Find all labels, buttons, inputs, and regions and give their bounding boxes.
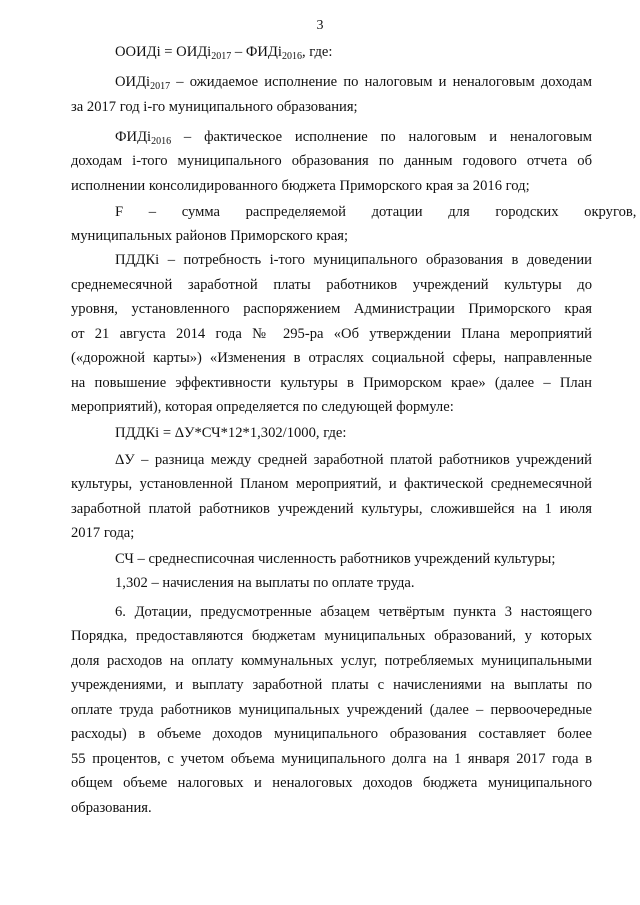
para6-line5: оплате труда работников муниципальных учреждений (далее – первоочередные <box>71 702 592 718</box>
def-du-line4: 2017 года; <box>71 525 135 541</box>
def-pddk-line3: уровня, установленного распоряжением Администрации Приморского края <box>71 301 592 317</box>
para6-line3: доля расходов на оплату коммунальных услуг, потребляемых муниципальными <box>71 653 592 669</box>
definition-text: – фактическое исполнение по налоговым и неналоговым <box>171 129 592 145</box>
subscript: 2017 <box>211 51 232 62</box>
def-oid-line2: за 2017 год i-го муниципального образования; <box>71 99 358 115</box>
para6-line4: учреждениями, и выплату заработной платы с начислениями на выплаты по <box>71 677 592 693</box>
def-pddk-line5: («дорожной карты») «Изменения в отраслях социальной сферы, направленные <box>71 350 592 366</box>
formula-part: ООИДi = ОИДi <box>115 44 212 60</box>
def-pddk-line6: на повышение эффективности культуры в Приморском крае» (далее – План <box>71 375 592 391</box>
subscript: 2016 <box>151 136 172 147</box>
formula-ooid <box>0 42 640 62</box>
def-pddk-line1: ПДДКi – потребность i-того муниципального образования в доведении <box>115 252 592 268</box>
formula-pddk: ПДДКi = ΔУ*СЧ*12*1,302/1000, где: <box>115 425 347 441</box>
def-f-line2: муниципальных районов Приморского края; <box>71 228 349 244</box>
def-du-line1: ΔУ – разница между средней заработной платой работников учреждений <box>115 452 592 468</box>
subscript: 2017 <box>150 81 171 92</box>
definition-text: – ожидаемое исполнение по налоговым и неналоговым доходам <box>170 74 592 90</box>
def-du-line3: заработной платой работников учреждений культуры, сложившейся на 1 июля <box>71 501 592 517</box>
def-f-line1: F – сумма распределяемой дотации для городских округов, <box>115 204 637 220</box>
term: ОИДi <box>115 74 151 90</box>
formula-part: , где: <box>301 44 333 60</box>
def-1302: 1,302 – начисления на выплаты по оплате труда. <box>115 575 415 591</box>
def-pddk-line4: от 21 августа 2014 года № 295-ра «Об утверждении Плана мероприятий <box>71 326 592 342</box>
para6-line8: общем объеме налоговых и неналоговых доходов бюджета муниципального <box>71 775 592 791</box>
def-fid-line2: доходам i-того муниципального образования по данным годового отчета об <box>71 153 592 169</box>
para6-line1: 6. Дотации, предусмотренные абзацем четвёртым пункта 3 настоящего <box>115 604 592 620</box>
def-pddk-line2: среднемесячной заработной платы работников учреждений культуры до <box>71 277 592 293</box>
para6-line6: расходы) в объеме доходов муниципального образования составляет более <box>71 726 592 742</box>
def-oid-line1 <box>71 72 592 92</box>
term: ФИДi <box>115 129 152 145</box>
para6-line2: Порядка, предоставляются бюджетам муниципальных образований, у которых <box>71 628 592 644</box>
def-pddk-line7: мероприятий), которая определяется по следующей формуле: <box>71 399 454 415</box>
def-fid-line1 <box>71 127 592 147</box>
def-sch: СЧ – среднесписочная численность работников учреждений культуры; <box>115 551 556 567</box>
para6-line9: образования. <box>71 800 152 816</box>
def-du-line2: культуры, установленной Планом мероприятий, и фактической среднемесячной <box>71 476 592 492</box>
page-number: 3 <box>316 18 324 33</box>
formula-part: – ФИДi <box>231 44 282 60</box>
def-fid-line3: исполнении консолидированного бюджета Приморского края за 2016 год; <box>71 178 530 194</box>
subscript: 2016 <box>281 51 302 62</box>
para6-line7: 55 процентов, с учетом объема муниципального долга на 1 января 2017 года в <box>71 751 592 767</box>
